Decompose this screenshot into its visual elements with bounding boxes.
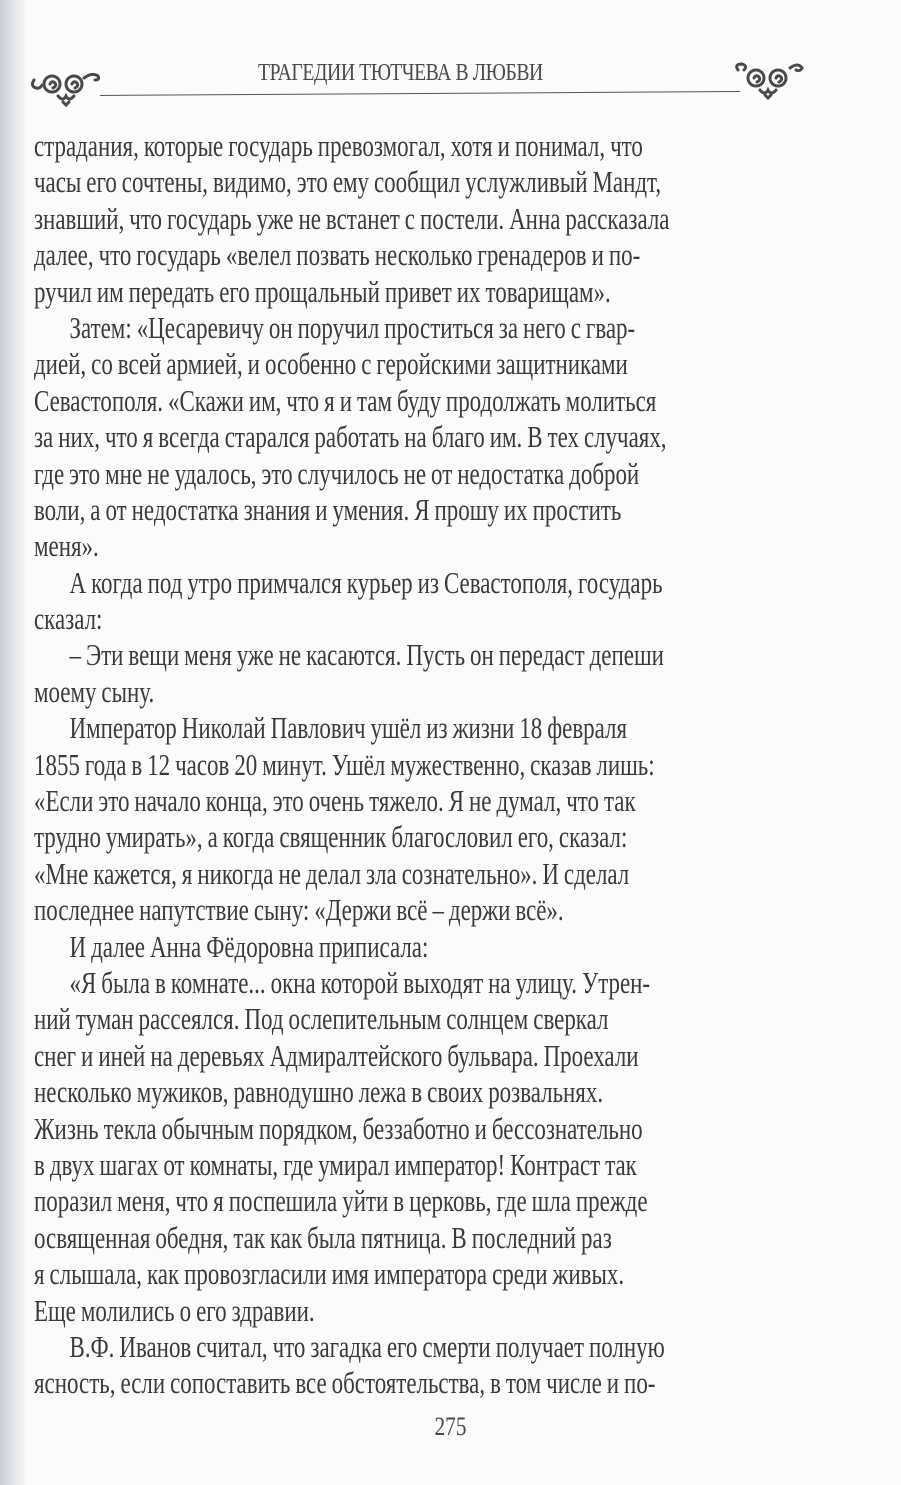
header-rule xyxy=(100,91,740,96)
text-line: ний туман рассеялся. Под ослепительным солнцем сверкал xyxy=(34,1001,609,1037)
text-line: в двух шагах от комнаты, где умирал император! Контраст так xyxy=(34,1146,637,1182)
text-line: А когда под утро примчался курьер из Севастополя, государь xyxy=(69,564,663,600)
page-body-text xyxy=(34,128,834,1402)
text-line: Затем: «Цесаревичу он поручил проститься за него с гвар- xyxy=(69,309,636,345)
text-line: трудно умирать», а когда священник благословил его, сказал: xyxy=(34,819,628,855)
text-line: поразил меня, что я поспешила уйти в церковь, где шла прежде xyxy=(34,1183,648,1219)
text-line: снег и иней на деревьях Адмиралтейского бульвара. Проехали xyxy=(34,1037,639,1073)
text-line: последнее напутствие сыну: «Держи всё – держи всё». xyxy=(34,892,564,928)
text-line: освященная обедня, так как была пятница. В последний раз xyxy=(34,1219,612,1255)
text-line: ручил им передать его прощальный привет их товарищам». xyxy=(34,273,611,309)
text-line: знавший, что государь уже не встанет с постели. Анна рассказала xyxy=(34,200,670,236)
floral-ornament-icon xyxy=(730,60,808,100)
running-title: ТРАГЕДИИ ТЮТЧЕВА В ЛЮБВИ xyxy=(258,60,543,86)
text-line: Севастополя. «Скажи им, что я и там буду продолжать молиться xyxy=(34,382,657,418)
text-line: В.Ф. Иванов считал, что загадка его смерти получает полную xyxy=(69,1328,665,1364)
text-line: часы его сочтены, видимо, это ему сообщил услужливый Мандт, xyxy=(34,164,662,200)
text-line: ясность, если сопоставить все обстоятельства, в том числе и по- xyxy=(34,1365,656,1401)
text-line: Еще молились о его здравии. xyxy=(34,1292,315,1328)
text-line: моему сыну. xyxy=(34,673,155,709)
text-line: «Я была в комнате... окна которой выходят на улицу. Утрен- xyxy=(69,964,651,1000)
text-line: дией, со всей армией, и особенно с геройскими защитниками xyxy=(34,346,628,382)
text-line: далее, что государь «велел позвать несколько гренадеров и по- xyxy=(34,237,641,273)
page-number-value: 275 xyxy=(434,1412,467,1441)
page-number xyxy=(0,1412,901,1442)
text-line: страдания, которые государь превозмогал, хотя и понимал, что xyxy=(34,128,643,163)
text-line: 1855 года в 12 часов 20 минут. Ушёл мужественно, сказав лишь: xyxy=(34,746,655,782)
text-line: Жизнь текла обычным порядком, беззаботно и бессознательно xyxy=(34,1110,643,1146)
text-line: «Мне кажется, я никогда не делал зла сознательно». И сделал xyxy=(34,855,630,891)
text-line: сказал: xyxy=(34,601,103,637)
text-line: И далее Анна Фёдоровна приписала: xyxy=(69,928,429,964)
text-line: я слышала, как провозгласили имя императора среди живых. xyxy=(34,1256,625,1292)
text-line: Император Николай Павлович ушёл из жизни 18 февраля xyxy=(69,710,628,746)
text-line: где это мне не удалось, это случилось не от недостатка доброй xyxy=(34,455,640,491)
text-line: за них, что я всегда старался работать на благо им. В тех случаях, xyxy=(34,419,667,455)
running-header xyxy=(0,48,901,108)
text-line: несколько мужиков, равнодушно лежа в своих розвальнях. xyxy=(34,1074,604,1110)
page-gutter-shadow xyxy=(0,0,26,1485)
floral-ornament-icon xyxy=(28,68,106,108)
text-line: – Эти вещи меня уже не касаются. Пусть он передаст депеши xyxy=(69,637,664,673)
text-line: воли, а от недостатка знания и умения. Я прошу их простить xyxy=(34,491,622,527)
text-line: меня». xyxy=(34,528,99,564)
text-line: «Если это начало конца, это очень тяжело. Я не думал, что так xyxy=(34,783,636,819)
